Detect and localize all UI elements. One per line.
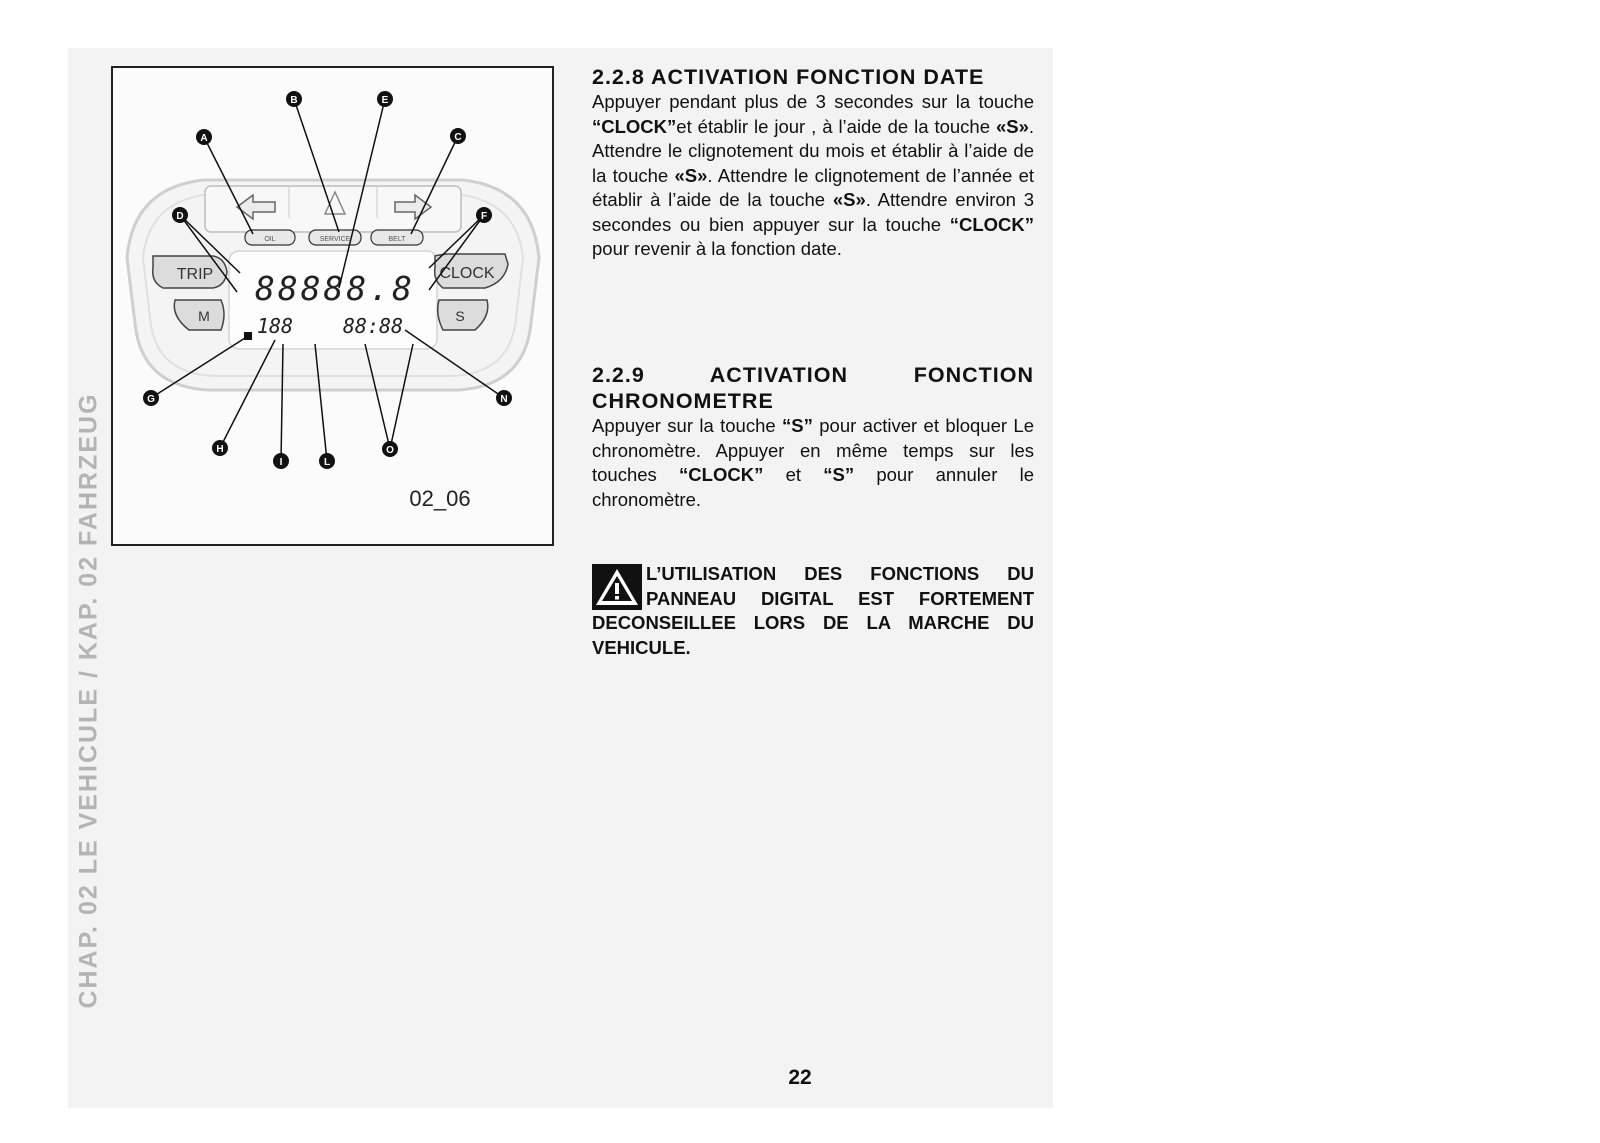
callout-L (319, 453, 335, 469)
callout-H (212, 440, 228, 456)
callout-A (196, 129, 212, 145)
callout-D (172, 207, 188, 223)
warning-notice (592, 562, 1034, 660)
callout-F (476, 207, 492, 223)
svg-text:C: C (454, 132, 462, 143)
odometer-digits: 88888.8 (254, 269, 416, 308)
belt-indicator-label: BELT (388, 236, 406, 243)
section-date-title: 2.2.8 ACTIVATION FONCTION DATE (592, 65, 985, 89)
page-number: 22 (788, 1066, 812, 1089)
callout-I (273, 453, 289, 469)
callout-O (382, 441, 398, 457)
trip-button-label: TRIP (176, 266, 214, 283)
svg-text:F: F (480, 211, 488, 222)
section-date-body: Appuyer pendant plus de 3 secondes sur la touche “CLOCK”et établir le jour , à l’aide de la touche «S». Attendre le clignotement du mois et établir à l’aide de la touche «S». Attendre le clignotement de l’année et établir à l’aide de la touche «S». Attendre environ 3 secondes ou bien appuyer sur la touche “CLOCK” pour revenir à la fonction date. (592, 91, 1035, 259)
callout-N (496, 390, 512, 406)
chapter-label: CHAP. 02 LE VEHICULE / KAP. 02 FAHRZEUG (74, 391, 103, 1009)
svg-text:B: B (290, 95, 298, 106)
temperature-digits: 188 (256, 314, 294, 338)
warning-triangle-icon (592, 564, 642, 610)
section-chrono-body: Appuyer sur la touche “S” pour activer et bloquer Le chronomètre. Appuyer en même temps sur les touches “CLOCK” et “S” pour annuler le chronomètre. (592, 415, 1034, 510)
figure-code: 02_06 (409, 486, 471, 511)
m-button-label: M (198, 308, 210, 324)
callout-C (450, 128, 466, 144)
warning-text: L’UTILISATION DES FONCTIONS DU PANNEAU DIGITAL EST FORTEMENT DECONSEILLEE LORS DE LA MARCHE DU VEHICULE. (592, 563, 1034, 658)
s-button-label: S (455, 308, 465, 324)
callout-G (143, 390, 159, 406)
svg-text:E: E (381, 95, 389, 106)
svg-text:I: I (279, 457, 283, 468)
svg-text:A: A (200, 133, 208, 144)
callout-E (377, 91, 393, 107)
svg-text:H: H (216, 444, 224, 455)
callout-B (286, 91, 302, 107)
section-date (592, 64, 1034, 262)
clock-button-label: CLOCK (439, 265, 495, 282)
clock-digits: 88:88 (342, 314, 404, 338)
oil-indicator-label: OIL (264, 236, 276, 243)
section-chrono (592, 362, 1034, 512)
service-indicator-label: SERVICE (319, 236, 351, 243)
chapter-side-tab (72, 340, 106, 1060)
fuel-icon (244, 332, 252, 340)
svg-text:N: N (500, 394, 508, 405)
dashboard-figure (111, 66, 554, 546)
svg-text:L: L (323, 457, 331, 468)
section-chrono-title: 2.2.9 ACTIVATION FONCTION CHRONOMETRE (592, 363, 1034, 413)
svg-text:D: D (176, 211, 184, 222)
svg-text:G: G (147, 394, 155, 405)
svg-text:O: O (386, 445, 394, 456)
